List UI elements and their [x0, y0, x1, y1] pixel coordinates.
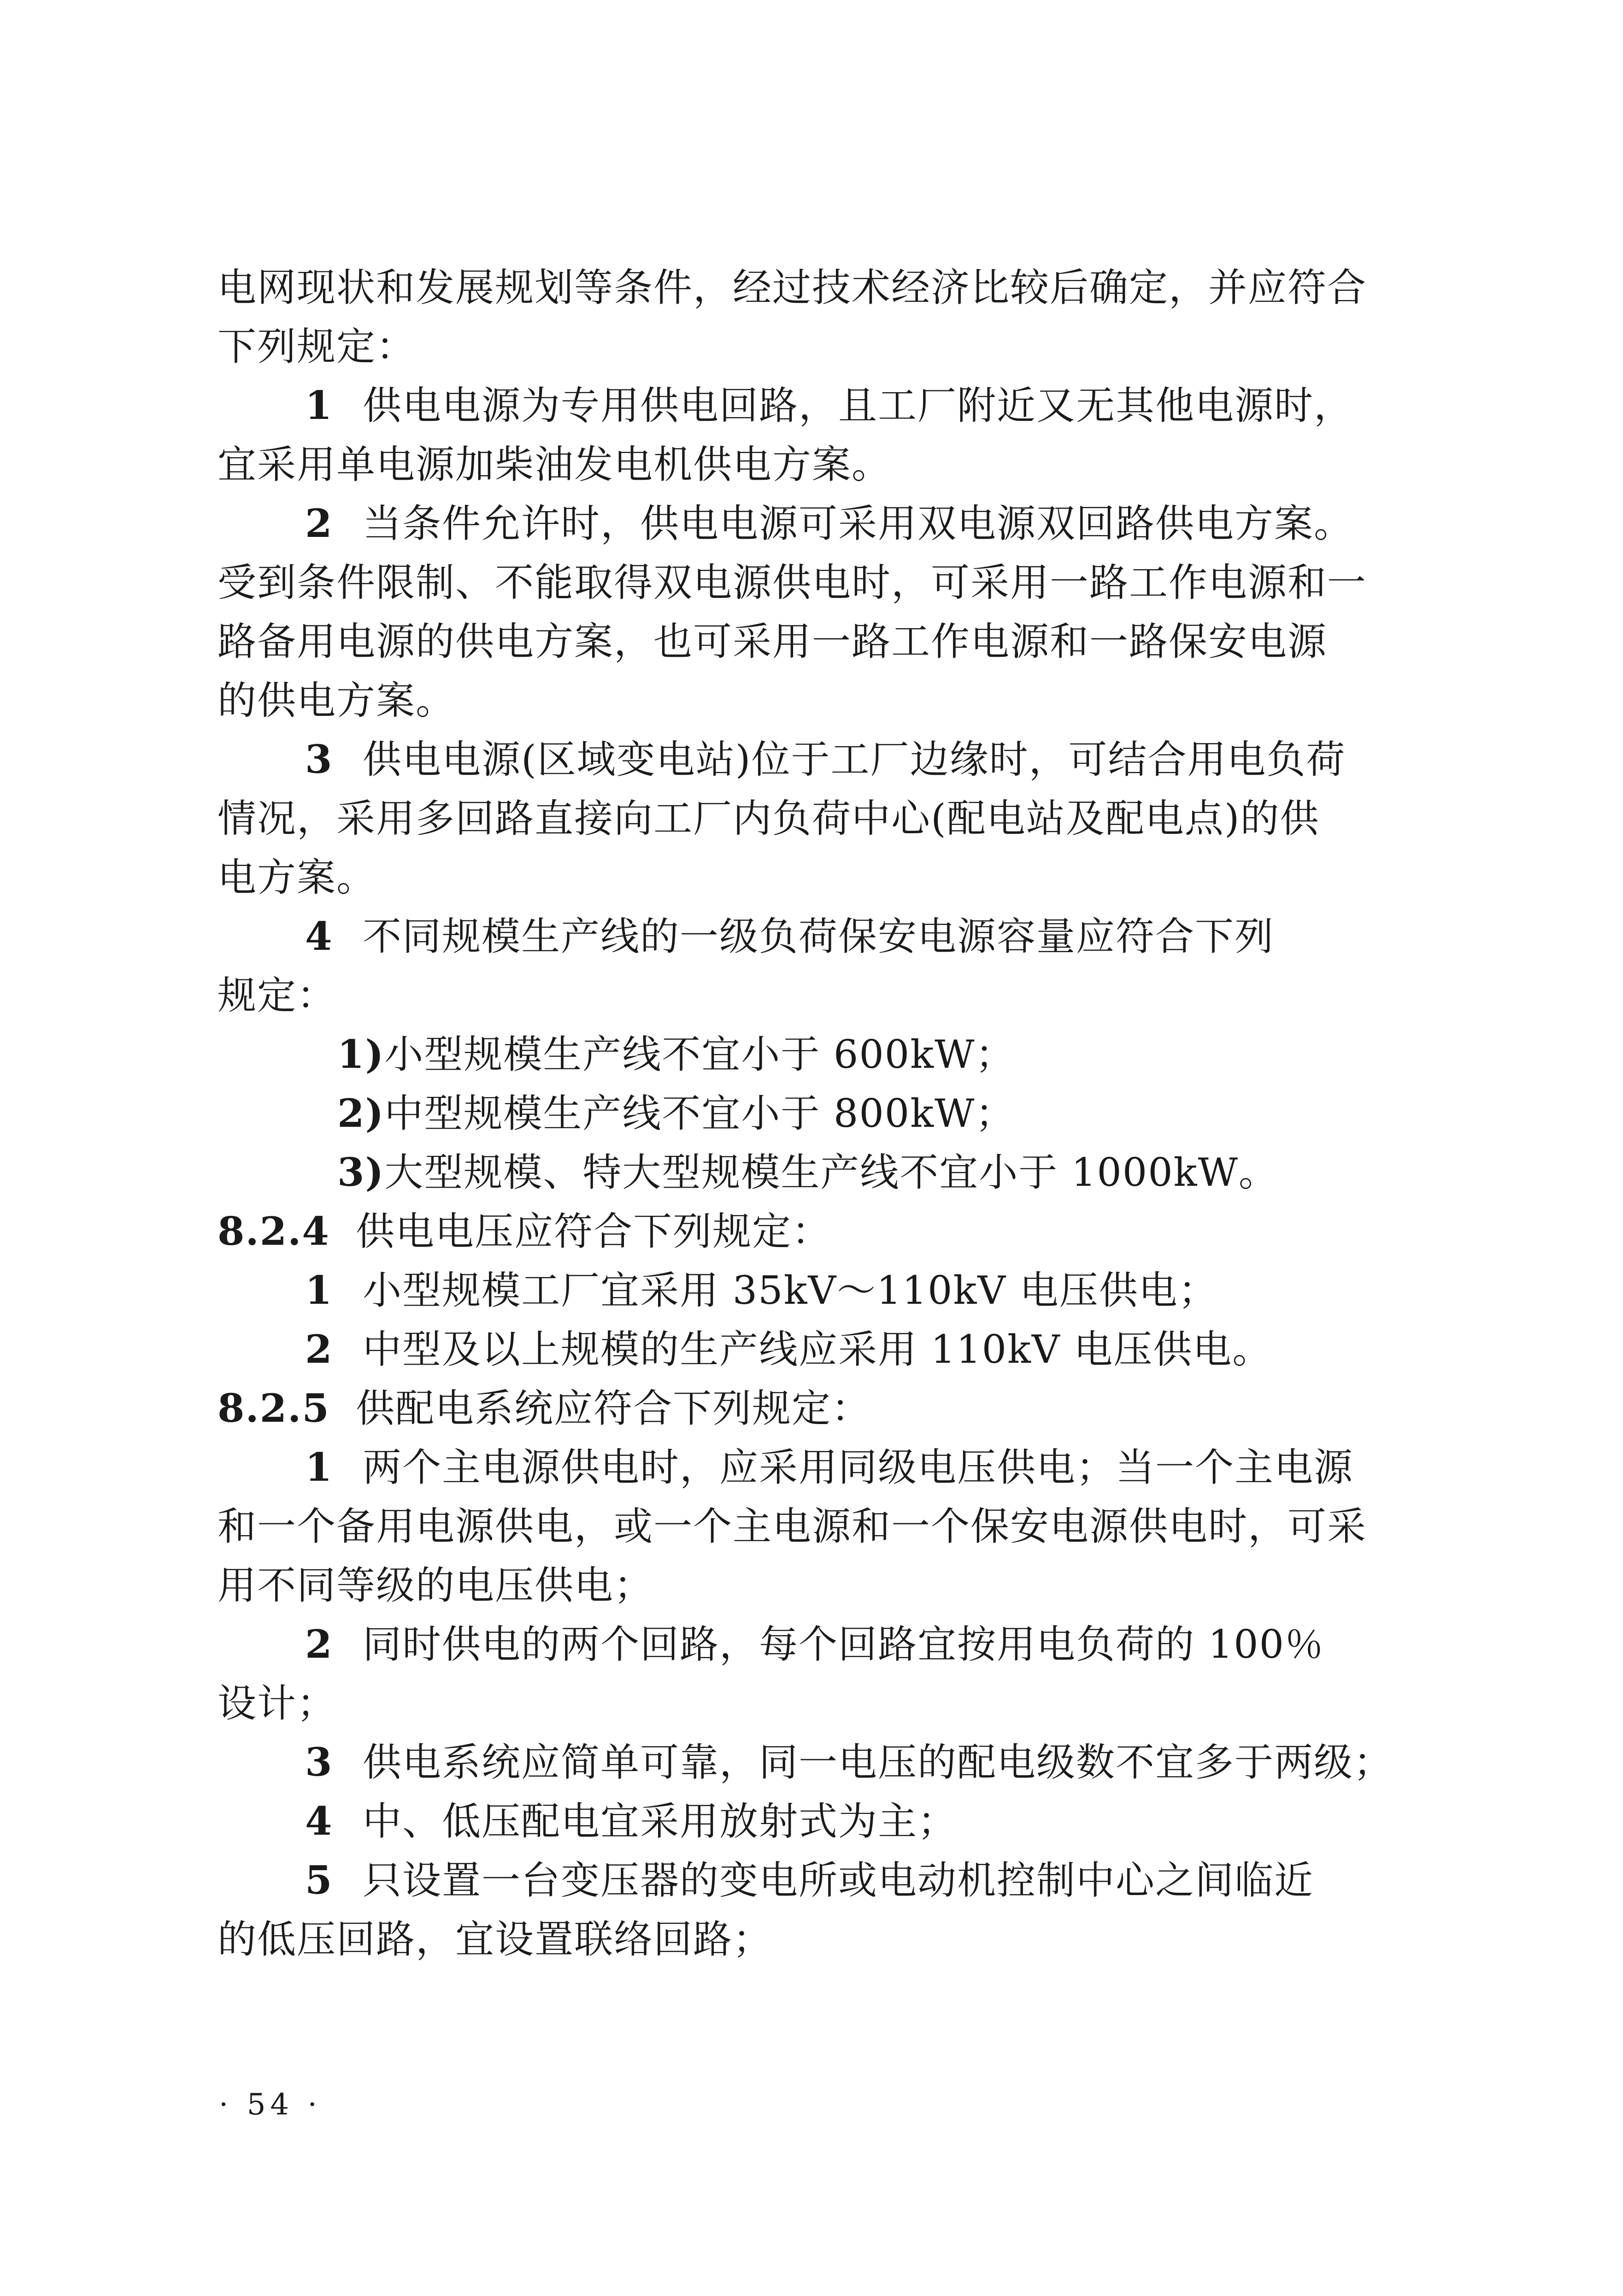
item-text: 小型规模工厂宜采用 35kV～110kV 电压供电； — [363, 1268, 1218, 1313]
item-text: 中型及以上规模的生产线应采用 110kV 电压供电。 — [363, 1327, 1272, 1372]
item-text: 供电系统应简单可靠，同一电压的配电级数不宜多于两级； — [363, 1740, 1394, 1785]
item-number: 1 — [305, 1444, 333, 1490]
list-item — [218, 1733, 1394, 1792]
clause-number: 8.2.4 — [218, 1208, 330, 1254]
text-line: 宜采用单电源加柴油发电机供电方案。 — [218, 442, 892, 487]
sub-item-text: 小型规模生产线不宜小于 600kW； — [384, 1032, 1015, 1077]
text-line: 情况，采用多回路直接向工厂内负荷中心(配电站及配电点)的供 — [218, 796, 1320, 841]
item-number: 2 — [305, 500, 333, 546]
sub-item — [218, 1143, 1360, 1202]
clause-title: 供配电系统应符合下列规定： — [356, 1386, 871, 1431]
list-item — [218, 1615, 1360, 1674]
item-text: 同时供电的两个回路，每个回路宜按用电负荷的 100％ — [363, 1622, 1325, 1667]
text-line: 受到条件限制、不能取得双电源供电时，可采用一路工作电源和一 — [218, 560, 1367, 605]
list-item — [218, 730, 1360, 789]
clause-title: 供电电压应符合下列规定： — [356, 1209, 832, 1254]
list-item — [218, 907, 1360, 966]
sub-item-number: 1) — [337, 1031, 385, 1077]
text-line: 路备用电源的供电方案，也可采用一路工作电源和一路保安电源 — [218, 619, 1328, 664]
text-line: 下列规定： — [218, 324, 416, 369]
document-body — [218, 258, 1394, 1969]
sub-item-text: 大型规模、特大型规模生产线不宜小于 1000kW。 — [384, 1150, 1278, 1195]
list-item — [218, 1261, 1360, 1320]
item-number: 1 — [305, 383, 333, 428]
item-number: 4 — [305, 913, 333, 959]
item-number: 4 — [305, 1798, 333, 1844]
item-text: 两个主电源供电时，应采用同级电压供电；当一个主电源 — [363, 1445, 1354, 1490]
text-line: 电方案。 — [218, 855, 376, 900]
text-line: 规定： — [218, 973, 337, 1018]
clause-number: 8.2.5 — [218, 1385, 330, 1431]
list-item — [218, 1438, 1360, 1497]
item-text: 供电电源(区域变电站)位于工厂边缘时，可结合用电负荷 — [363, 737, 1346, 782]
sub-item-number: 3) — [337, 1149, 385, 1195]
item-text: 中、低压配电宜采用放射式为主； — [363, 1799, 958, 1844]
item-number: 3 — [305, 736, 333, 782]
item-text: 当条件允许时，供电电源可采用双电源双回路供电方案。 — [363, 501, 1354, 546]
list-item — [218, 1792, 1360, 1851]
text-line: 和一个备用电源供电，或一个主电源和一个保安电源供电时，可采 — [218, 1504, 1367, 1549]
text-line: 用不同等级的电压供电； — [218, 1563, 654, 1608]
list-item — [218, 1320, 1360, 1379]
page-number: · 54 · — [219, 2088, 322, 2122]
item-text: 供电电源为专用供电回路，且工厂附近又无其他电源时， — [363, 383, 1354, 428]
item-number: 2 — [305, 1621, 333, 1667]
clause-heading — [218, 1202, 1360, 1261]
item-text: 只设置一台变压器的变电所或电动机控制中心之间临近 — [363, 1858, 1314, 1903]
list-item — [218, 376, 1360, 435]
item-number: 1 — [305, 1267, 333, 1313]
sub-item — [218, 1084, 1360, 1143]
clause-heading — [218, 1379, 1360, 1438]
item-number: 2 — [305, 1326, 333, 1372]
item-text: 不同规模生产线的一级负荷保安电源容量应符合下列 — [363, 914, 1275, 959]
list-item — [218, 494, 1360, 553]
text-line: 的供电方案。 — [218, 678, 456, 723]
item-number: 5 — [305, 1857, 333, 1903]
text-line: 的低压回路，宜设置联络回路； — [218, 1917, 773, 1962]
text-line: 电网现状和发展规划等条件，经过技术经济比较后确定，并应符合 — [218, 265, 1367, 310]
item-number: 3 — [305, 1739, 333, 1785]
list-item — [218, 1851, 1360, 1910]
sub-item-number: 2) — [337, 1090, 385, 1136]
sub-item — [218, 1025, 1360, 1084]
sub-item-text: 中型规模生产线不宜小于 800kW； — [384, 1091, 1015, 1136]
text-line: 设计； — [218, 1681, 337, 1726]
